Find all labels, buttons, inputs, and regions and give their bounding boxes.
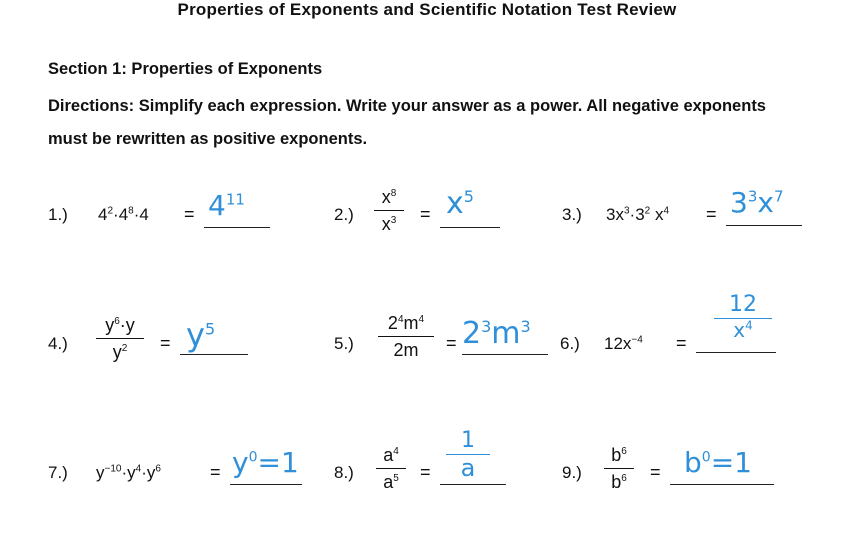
- problem-number: 6.): [560, 334, 580, 353]
- fraction: $x^8$ $x^3$: [374, 186, 404, 235]
- handwritten-answer: $3^3x^7$: [730, 186, 784, 219]
- answer-line: [440, 227, 500, 228]
- fraction: $a^4$ $a^5$: [376, 444, 406, 493]
- handwritten-answer: 12 $x^4$: [714, 292, 772, 341]
- answer-line: [462, 354, 548, 355]
- answer-line: [670, 484, 774, 485]
- problem-expression: $4^2\cdot 4^8\cdot 4$: [98, 205, 149, 224]
- problem-number: 2.): [334, 205, 354, 224]
- answer-line: [204, 227, 270, 228]
- problem-expression: $y^{-10}\cdot y^4\cdot y^6$: [96, 463, 161, 482]
- handwritten-answer: $2^3m^3$: [462, 316, 531, 351]
- handwritten-answer: $b^0=1$: [684, 446, 752, 479]
- equals-sign: =: [420, 204, 431, 224]
- problem-number: 4.): [48, 334, 68, 353]
- handwritten-answer: $4^{11}$: [208, 189, 245, 222]
- equals-sign: =: [676, 333, 687, 353]
- equals-sign: =: [420, 462, 431, 482]
- answer-line: [180, 354, 248, 355]
- directions-text: Directions: Simplify each expression. Write your answer as a power. All negative exponents must be rewritten as positive exponents.: [48, 97, 766, 148]
- problem-number: 8.): [334, 463, 354, 482]
- answer-line: [726, 225, 802, 226]
- equals-sign: =: [706, 204, 717, 224]
- equals-sign: =: [446, 333, 457, 353]
- problem-number: 7.): [48, 463, 68, 482]
- answer-line: [696, 352, 776, 353]
- equals-sign: =: [650, 462, 661, 482]
- fraction: $y^6\cdot y$ $y^2$: [96, 314, 144, 363]
- answer-line: [440, 484, 506, 485]
- answer-line: [230, 484, 302, 485]
- equals-sign: =: [184, 204, 195, 224]
- problem-expression: $12x^{-4}$: [604, 334, 643, 353]
- problem-number: 1.): [48, 205, 68, 224]
- page-title: Properties of Exponents and Scientific Notation Test Review: [177, 0, 677, 19]
- problem-number: 5.): [334, 334, 354, 353]
- equals-sign: =: [160, 333, 171, 353]
- fraction: $2^4m^4$ 2m: [378, 312, 434, 361]
- fraction: $b^6$ $b^6$: [604, 444, 634, 493]
- equals-sign: =: [210, 462, 221, 482]
- handwritten-answer: $x^5$: [446, 186, 474, 221]
- handwritten-answer: $y^5$: [186, 316, 216, 354]
- handwritten-answer: $y^0=1$: [232, 446, 299, 479]
- handwritten-answer: 1 a: [446, 428, 490, 481]
- problem-expression: $3x^3\cdot 3^2$ $x^4$: [606, 205, 670, 224]
- problem-number: 3.): [562, 205, 582, 224]
- section-heading: Section 1: Properties of Exponents: [48, 60, 323, 78]
- problem-number: 9.): [562, 463, 582, 482]
